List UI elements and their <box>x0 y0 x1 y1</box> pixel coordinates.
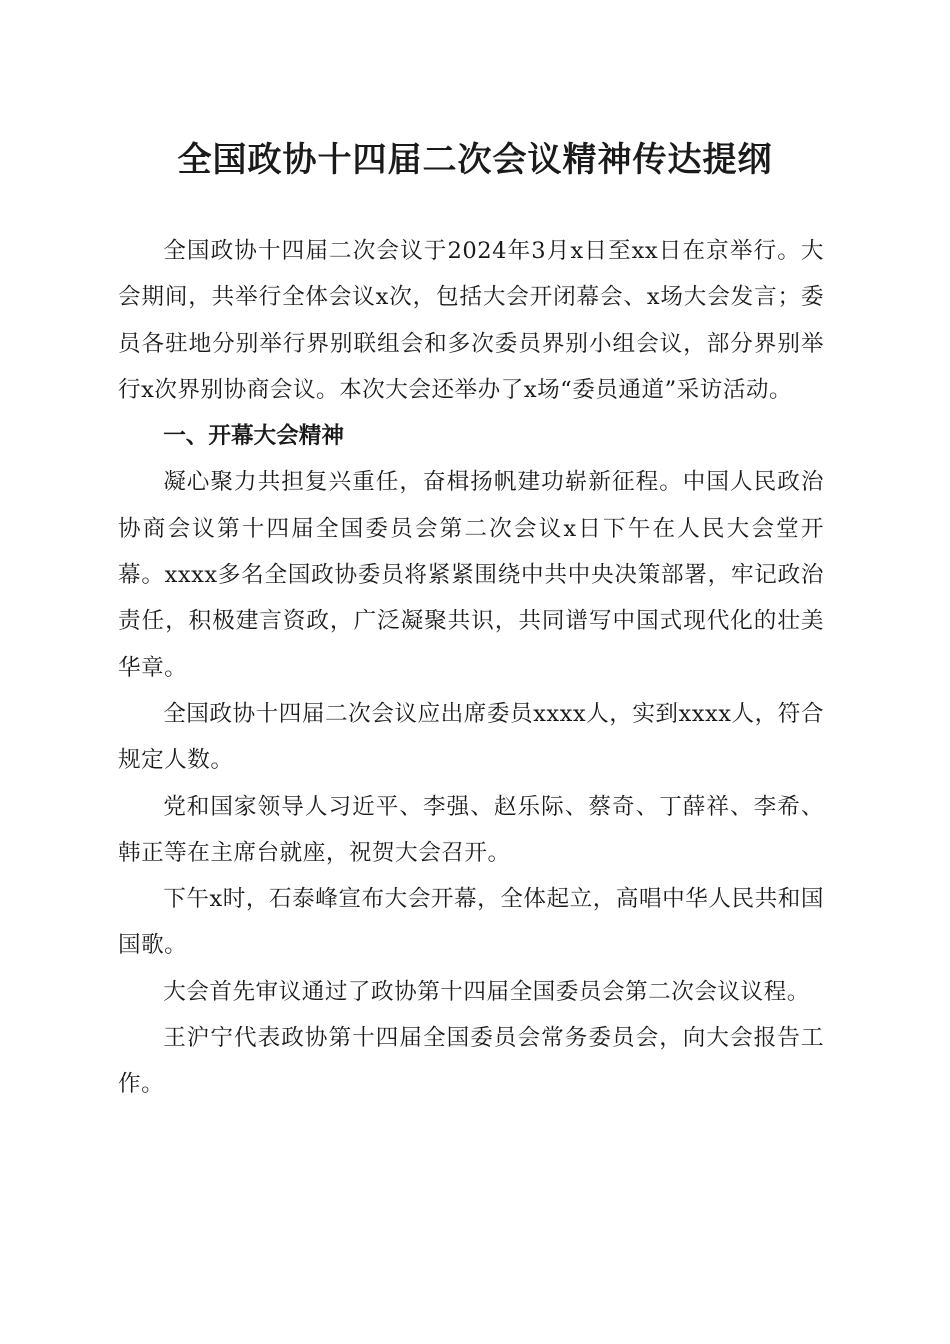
body-paragraph: 大会首先审议通过了政协第十四届全国委员会第二次会议议程。 <box>163 978 810 1005</box>
body-paragraph: 全国政协十四届二次会议应出席委员xxxx人，实到xxxx人，符合规定人数。 <box>118 700 824 774</box>
document-title: 全国政协十四届二次会议精神传达提纲 <box>177 140 773 180</box>
section-heading-opening: 一、开幕大会精神 <box>163 423 344 450</box>
body-paragraph: 凝心聚力共担复兴重任，奋楫扬帆建功崭新征程。中国人民政治协商会议第十四届全国委员会第二次会议x日下午在人民大会堂开幕。xxxx多名全国政协委员将紧紧围绕中共中央决策部署，牢记政治责任，积极建言资政，广泛凝聚共识，共同谱写中国式现代化的壮美华章。 <box>118 469 824 681</box>
body-paragraph: 下午x时，石泰峰宣布大会开幕，全体起立，高唱中华人民共和国国歌。 <box>118 886 824 959</box>
intro-paragraph: 全国政协十四届二次会议于2024年3月x日至xx日在京举行。大会期间，共举行全体会议x次，包括大会开闭幕会、x场大会发言；委员各驻地分别举行界别联组会和多次委员界别小组会议，部分界别举行x次界别协商会议。本次大会还举办了x场“委员通道”采访活动。 <box>118 238 824 403</box>
document-body <box>118 228 824 1108</box>
body-paragraph: 党和国家领导人习近平、李强、赵乐际、蔡奇、丁薛祥、李希、韩正等在主席台就座，祝贺大会召开。 <box>118 793 824 866</box>
body-paragraph: 王沪宁代表政协第十四届全国委员会常务委员会，向大会报告工作。 <box>118 1025 824 1098</box>
